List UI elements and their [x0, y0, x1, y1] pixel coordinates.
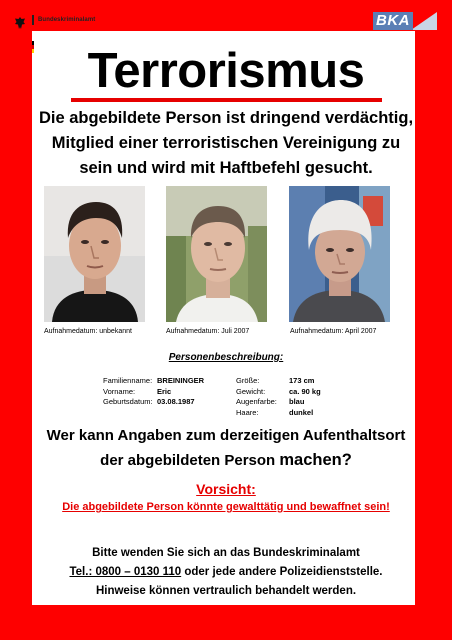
contact-line-2-rest: oder jede andere Polizeidienststelle.: [181, 566, 383, 578]
photo-caption-3: Aufnahmedatum: April 2007: [290, 328, 377, 335]
lead-line-2: Mitglied einer terroristischen Vereinigung zu: [51, 134, 401, 152]
poster-title: Terrorismus: [87, 44, 365, 98]
bka-logo: [373, 12, 437, 30]
photo-caption-2: Aufnahmedatum: Juli 2007: [166, 328, 250, 335]
appeal-line-2-verb: machen?: [279, 451, 352, 469]
value-firstname: Eric: [157, 386, 172, 396]
label-birthdate: Geburtsdatum:: [103, 397, 153, 406]
photo-caption-1: Aufnahmedatum: unbekannt: [44, 328, 132, 335]
agency-divider: [32, 15, 34, 25]
details-left-labels: [103, 376, 153, 408]
bka-logo-wedge: [411, 12, 437, 30]
appeal-line-1: Wer kann Angaben zum derzeitigen Aufenthaltsort: [46, 427, 406, 444]
lead-line-1: Die abgebildete Person ist dringend verdächtig,: [38, 109, 414, 127]
hotline-number: Tel.: 0800 – 0130 110: [69, 566, 182, 578]
details-right-values: [289, 376, 321, 418]
value-hair: dunkel: [289, 407, 314, 417]
agency-name: Bundeskriminalamt: [38, 17, 96, 23]
warning-text: Die abgebildete Person könnte gewalttätig und bewaffnet sein!: [62, 501, 390, 513]
value-birthdate: 03.08.1987: [157, 397, 195, 406]
label-firstname: Vorname:: [103, 386, 136, 396]
value-surname: BREININGER: [157, 376, 205, 385]
suspect-photo-3: [289, 186, 390, 322]
details-left-values: [157, 376, 204, 408]
appeal-line-2: [32, 448, 420, 473]
label-weight: Gewicht:: [236, 386, 266, 396]
contact-line-2: [32, 563, 420, 582]
suspect-photo-1: [44, 186, 145, 322]
label-surname: Familienname:: [103, 376, 153, 385]
label-hair: Haare:: [236, 407, 259, 417]
contact-info: [32, 544, 420, 601]
warning-title: Vorsicht:: [196, 481, 256, 497]
contact-line-3: Hinweise können vertraulich behandelt werden.: [95, 585, 357, 597]
suspect-photo-2: [166, 186, 267, 322]
description-heading: Personenbeschreibung:: [168, 352, 284, 363]
value-weight: ca. 90 kg: [289, 386, 321, 396]
appeal-question: [32, 424, 420, 473]
bka-logo-text: BKA: [373, 12, 413, 30]
lead-text: [32, 106, 420, 181]
details-right-labels: [236, 376, 277, 418]
appeal-line-2-text: der abgebildeten Person: [100, 452, 280, 469]
value-height: 173 cm: [289, 376, 315, 385]
contact-line-1: Bitte wenden Sie sich an das Bundeskriminalamt: [92, 547, 360, 559]
label-eye-color: Augenfarbe:: [236, 397, 277, 406]
label-height: Größe:: [236, 376, 260, 385]
title-underline: [71, 98, 382, 102]
lead-line-3: sein und wird mit Haftbefehl gesucht.: [79, 159, 373, 177]
value-eye-color: blau: [289, 397, 305, 406]
federal-eagle-icon: [14, 16, 26, 30]
